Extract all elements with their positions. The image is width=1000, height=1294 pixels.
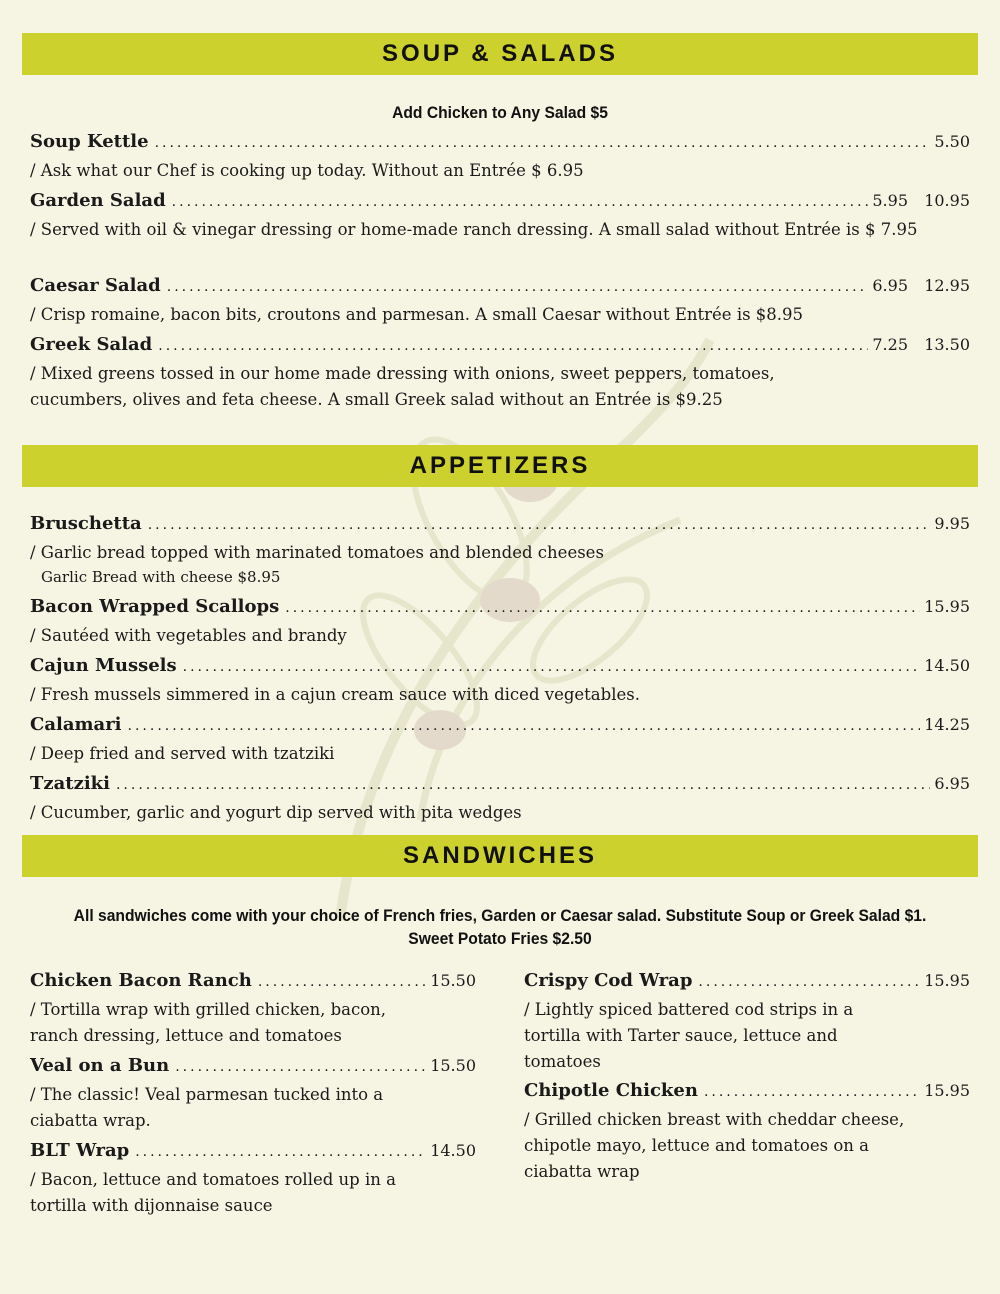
item-name: Crispy Cod Wrap (524, 970, 693, 991)
dot-leader (158, 338, 868, 354)
menu-item-caesar-salad (30, 275, 970, 328)
item-price: 14.50 (430, 1141, 476, 1160)
section-banner-soup-salads: SOUP & SALADS (22, 33, 978, 75)
item-description: / The classic! Veal parmesan tucked into a ciabatta wrap. (30, 1085, 384, 1130)
menu-item-chicken-bacon-ranch (30, 970, 476, 1049)
dot-leader (698, 974, 920, 990)
item-name: Garden Salad (30, 190, 166, 211)
item-name: Tzatziki (30, 773, 110, 794)
item-description: / Served with oil & vinegar dressing or home-made ranch dressing. A small salad without Entrée is $ 7.95 (30, 220, 918, 239)
item-price: 14.25 (924, 715, 970, 734)
item-description: / Ask what our Chef is cooking up today. Without an Entrée $ 6.95 (30, 161, 584, 180)
dot-leader (704, 1084, 920, 1100)
item-description: / Crisp romaine, bacon bits, croutons and parmesan. A small Caesar without Entrée is $8.95 (30, 305, 804, 324)
item-price: 15.95 (924, 597, 970, 616)
item-description: / Bacon, lettuce and tomatoes rolled up in a tortilla with dijonnaise sauce (30, 1170, 396, 1215)
item-name: Soup Kettle (30, 131, 149, 152)
salad-note: Add Chicken to Any Salad $5 (392, 103, 608, 122)
menu-item-blt-wrap (30, 1140, 476, 1219)
dot-leader (175, 1059, 426, 1075)
dot-leader (135, 1144, 426, 1160)
dot-leader (155, 135, 931, 151)
section-banner-sandwiches: SANDWICHES (22, 835, 978, 877)
item-name: Cajun Mussels (30, 655, 177, 676)
item-name: BLT Wrap (30, 1140, 130, 1161)
menu-item-veal-on-a-bun (30, 1055, 476, 1134)
item-price-large: 12.95 (924, 276, 970, 295)
item-description: / Deep fried and served with tzatziki (30, 744, 335, 763)
item-name: Bruschetta (30, 513, 142, 534)
dot-leader (172, 194, 869, 210)
item-name: Greek Salad (30, 334, 153, 355)
item-description: / Cucumber, garlic and yogurt dip served with pita wedges (30, 803, 522, 822)
menu-item-cajun-mussels (30, 655, 970, 708)
menu-item-calamari (30, 714, 970, 767)
item-name: Chicken Bacon Ranch (30, 970, 252, 991)
menu-item-chipotle-chicken (524, 1080, 970, 1185)
item-description: / Mixed greens tossed in our home made dressing with onions, sweet peppers, tomatoes, cucumbers, olives and feta cheese. A small Greek salad without an Entrée is $9.25 (30, 364, 775, 409)
item-sub-note: Garlic Bread with cheese $8.95 (41, 568, 281, 586)
dot-leader (285, 600, 920, 616)
dot-leader (258, 974, 426, 990)
item-name: Bacon Wrapped Scallops (30, 596, 280, 617)
item-price: 15.95 (924, 1081, 970, 1100)
menu-item-soup-kettle (30, 131, 970, 184)
item-price: 9.95 (934, 514, 970, 533)
item-description: / Sautéed with vegetables and brandy (30, 626, 347, 645)
dot-leader (128, 718, 921, 734)
dot-leader (148, 517, 931, 533)
item-name: Calamari (30, 714, 122, 735)
item-price-large: 13.50 (924, 335, 970, 354)
menu-item-crispy-cod-wrap (524, 970, 970, 1075)
item-price: 7.25 (872, 335, 908, 354)
dot-leader (167, 279, 869, 295)
dot-leader (183, 659, 921, 675)
item-description: / Fresh mussels simmered in a cajun cream sauce with diced vegetables. (30, 685, 640, 704)
menu-item-tzatziki (30, 773, 970, 826)
dot-leader (116, 777, 930, 793)
item-name: Chipotle Chicken (524, 1080, 698, 1101)
item-price: 6.95 (872, 276, 908, 295)
menu-item-bacon-wrapped-scallops (30, 596, 970, 649)
item-description: / Grilled chicken breast with cheddar cheese, chipotle mayo, lettuce and tomatoes on a ciabatta wrap (524, 1110, 905, 1181)
item-description: / Garlic bread topped with marinated tomatoes and blended cheeses (30, 543, 604, 562)
sandwich-note: All sandwiches come with your choice of French fries, Garden or Caesar salad. Substitute Soup or Greek Salad $1. Sweet Potato Fries $2.50 (73, 906, 927, 948)
item-price: 6.95 (934, 774, 970, 793)
menu-item-bruschetta (30, 513, 970, 588)
item-price: 15.50 (430, 1056, 476, 1075)
item-description: / Lightly spiced battered cod strips in a tortilla with Tarter sauce, lettuce and tomatoes (524, 1000, 854, 1071)
menu-item-greek-salad (30, 334, 970, 413)
item-name: Caesar Salad (30, 275, 161, 296)
section-banner-appetizers: APPETIZERS (22, 445, 978, 487)
item-price: 14.50 (924, 656, 970, 675)
item-name: Veal on a Bun (30, 1055, 170, 1076)
item-description: / Tortilla wrap with grilled chicken, bacon, ranch dressing, lettuce and tomatoes (30, 1000, 387, 1045)
item-price-large: 10.95 (924, 191, 970, 210)
item-price: 5.50 (934, 132, 970, 151)
item-price: 15.95 (924, 971, 970, 990)
menu-item-garden-salad (30, 190, 970, 243)
item-price: 15.50 (430, 971, 476, 990)
item-price: 5.95 (872, 191, 908, 210)
